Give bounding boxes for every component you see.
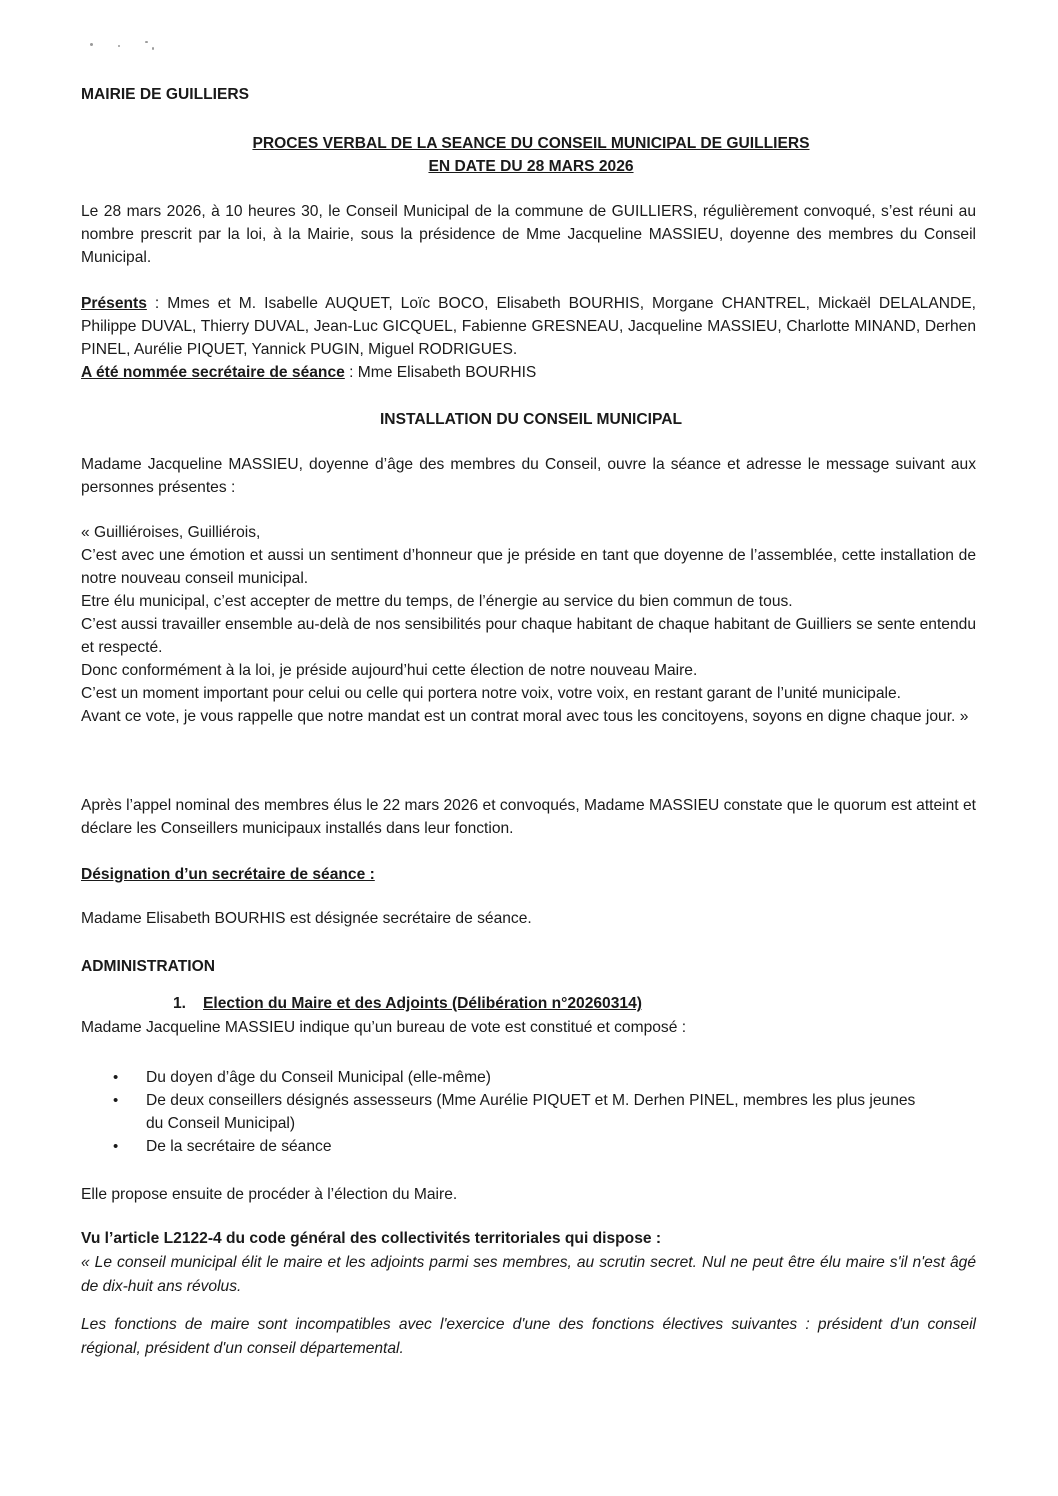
article-quote-1: « Le conseil municipal élit le maire et les adjoints parmi ses membres, au scrutin secret. Nul ne peut être élu maire s'il n'est âgé de dix-huit ans révolus. bbox=[81, 1254, 976, 1295]
propose-text: Elle propose ensuite de procéder à l’élection du Maire. bbox=[81, 1186, 458, 1203]
item-number: 1. bbox=[173, 995, 187, 1012]
scan-speck bbox=[90, 43, 93, 46]
speech-block bbox=[81, 521, 976, 728]
designation-text: Madame Elisabeth BOURHIS est désignée secrétaire de séance. bbox=[81, 910, 532, 927]
doc-title-line2: EN DATE DU 28 MARS 2026 bbox=[428, 158, 634, 175]
scan-speck bbox=[118, 45, 120, 47]
speech-line: « Guilliéroises, Guilliérois, bbox=[81, 524, 261, 541]
speech-line: C’est un moment important pour celui ou celle qui portera notre voix, votre voix, en restant garant de l’unité municipale. bbox=[81, 685, 901, 702]
administration-heading: ADMINISTRATION bbox=[81, 958, 215, 975]
doc-title-line1: PROCES VERBAL DE LA SEANCE DU CONSEIL MUNICIPAL DE GUILLIERS bbox=[252, 135, 810, 152]
bureau-list-item: • De la secrétaire de séance bbox=[113, 1135, 918, 1158]
secretaire-value: : Mme Elisabeth BOURHIS bbox=[344, 364, 537, 381]
speech-line: Donc conformément à la loi, je préside aujourd’hui cette élection de notre nouveau Maire. bbox=[81, 662, 698, 679]
scan-speck bbox=[152, 47, 154, 50]
mairie-header: MAIRIE DE GUILLIERS bbox=[81, 86, 250, 103]
item-title: Election du Maire et des Adjoints (Délibération n°20260314) bbox=[203, 995, 642, 1012]
speech-line: C’est aussi travailler ensemble au-delà de nos sensibilités pour chaque habitant de chaque habitant de Guilliers se sente entendu et respecté. bbox=[81, 616, 976, 656]
secretaire-label: A été nommée secrétaire de séance bbox=[81, 364, 345, 381]
designation-heading: Désignation d’un secrétaire de séance : bbox=[81, 866, 375, 883]
presents-list: : Mmes et M. Isabelle AUQUET, Loïc BOCO, Elisabeth BOURHIS, Morgane CHANTREL, Mickaël DELALANDE, Philippe DUVAL, Thierry DUVAL, Jean-Luc GICQUEL, Fabienne GRESNEAU, Jacqueline MASSIEU, Charlotte MINAND, Derhen PINEL, Aurélie PIQUET, Yannick PUGIN, Miguel RODRIGUES. bbox=[81, 295, 976, 358]
installation-heading: INSTALLATION DU CONSEIL MUNICIPAL bbox=[379, 411, 683, 428]
bureau-list bbox=[113, 1066, 918, 1158]
bureau-list-item: • De deux conseillers désignés assesseurs (Mme Aurélie PIQUET et M. Derhen PINEL, membres les plus jeunes du Conseil Municipal) bbox=[113, 1089, 918, 1135]
bureau-intro: Madame Jacqueline MASSIEU indique qu’un bureau de vote est constitué et composé : bbox=[81, 1019, 687, 1036]
speech-line: Avant ce vote, je vous rappelle que notre mandat est un contrat moral avec tous les concitoyens, soyons en digne chaque jour. » bbox=[81, 708, 969, 725]
secretaire-line bbox=[81, 361, 976, 384]
scan-speck bbox=[145, 41, 148, 43]
bureau-list-item: • Du doyen d’âge du Conseil Municipal (elle-même) bbox=[113, 1066, 918, 1089]
vu-article: Vu l’article L2122-4 du code général des collectivités territoriales qui dispose : bbox=[81, 1230, 662, 1247]
presents-label: Présents bbox=[81, 295, 147, 312]
intro-paragraph: Le 28 mars 2026, à 10 heures 30, le Conseil Municipal de la commune de GUILLIERS, régulièrement convoqué, s’est réuni au nombre prescrit par la loi, à la Mairie, sous la présidence de Mme Jacqueline MASSIEU, doyenne des membres du Conseil Municipal. bbox=[81, 203, 976, 266]
appel-paragraph: Après l’appel nominal des membres élus le 22 mars 2026 et convoqués, Madame MASSIEU constate que le quorum est atteint et déclare les Conseillers municipaux installés dans leur fonction. bbox=[81, 797, 976, 837]
installation-intro: Madame Jacqueline MASSIEU, doyenne d’âge des membres du Conseil, ouvre la séance et adresse le message suivant aux personnes présentes : bbox=[81, 456, 976, 496]
article-quote-2: Les fonctions de maire sont incompatibles avec l'exercice d'une des fonctions électives suivantes : président d'un conseil régional, président d'un conseil départemental. bbox=[81, 1316, 976, 1357]
speech-line: C’est avec une émotion et aussi un sentiment d’honneur que je préside en tant que doyenne de l’assemblée, cette installation de notre nouveau conseil municipal. bbox=[81, 547, 976, 587]
speech-line: Etre élu municipal, c’est accepter de mettre du temps, de l’énergie au service du bien commun de tous. bbox=[81, 593, 793, 610]
presents-paragraph bbox=[81, 292, 976, 361]
